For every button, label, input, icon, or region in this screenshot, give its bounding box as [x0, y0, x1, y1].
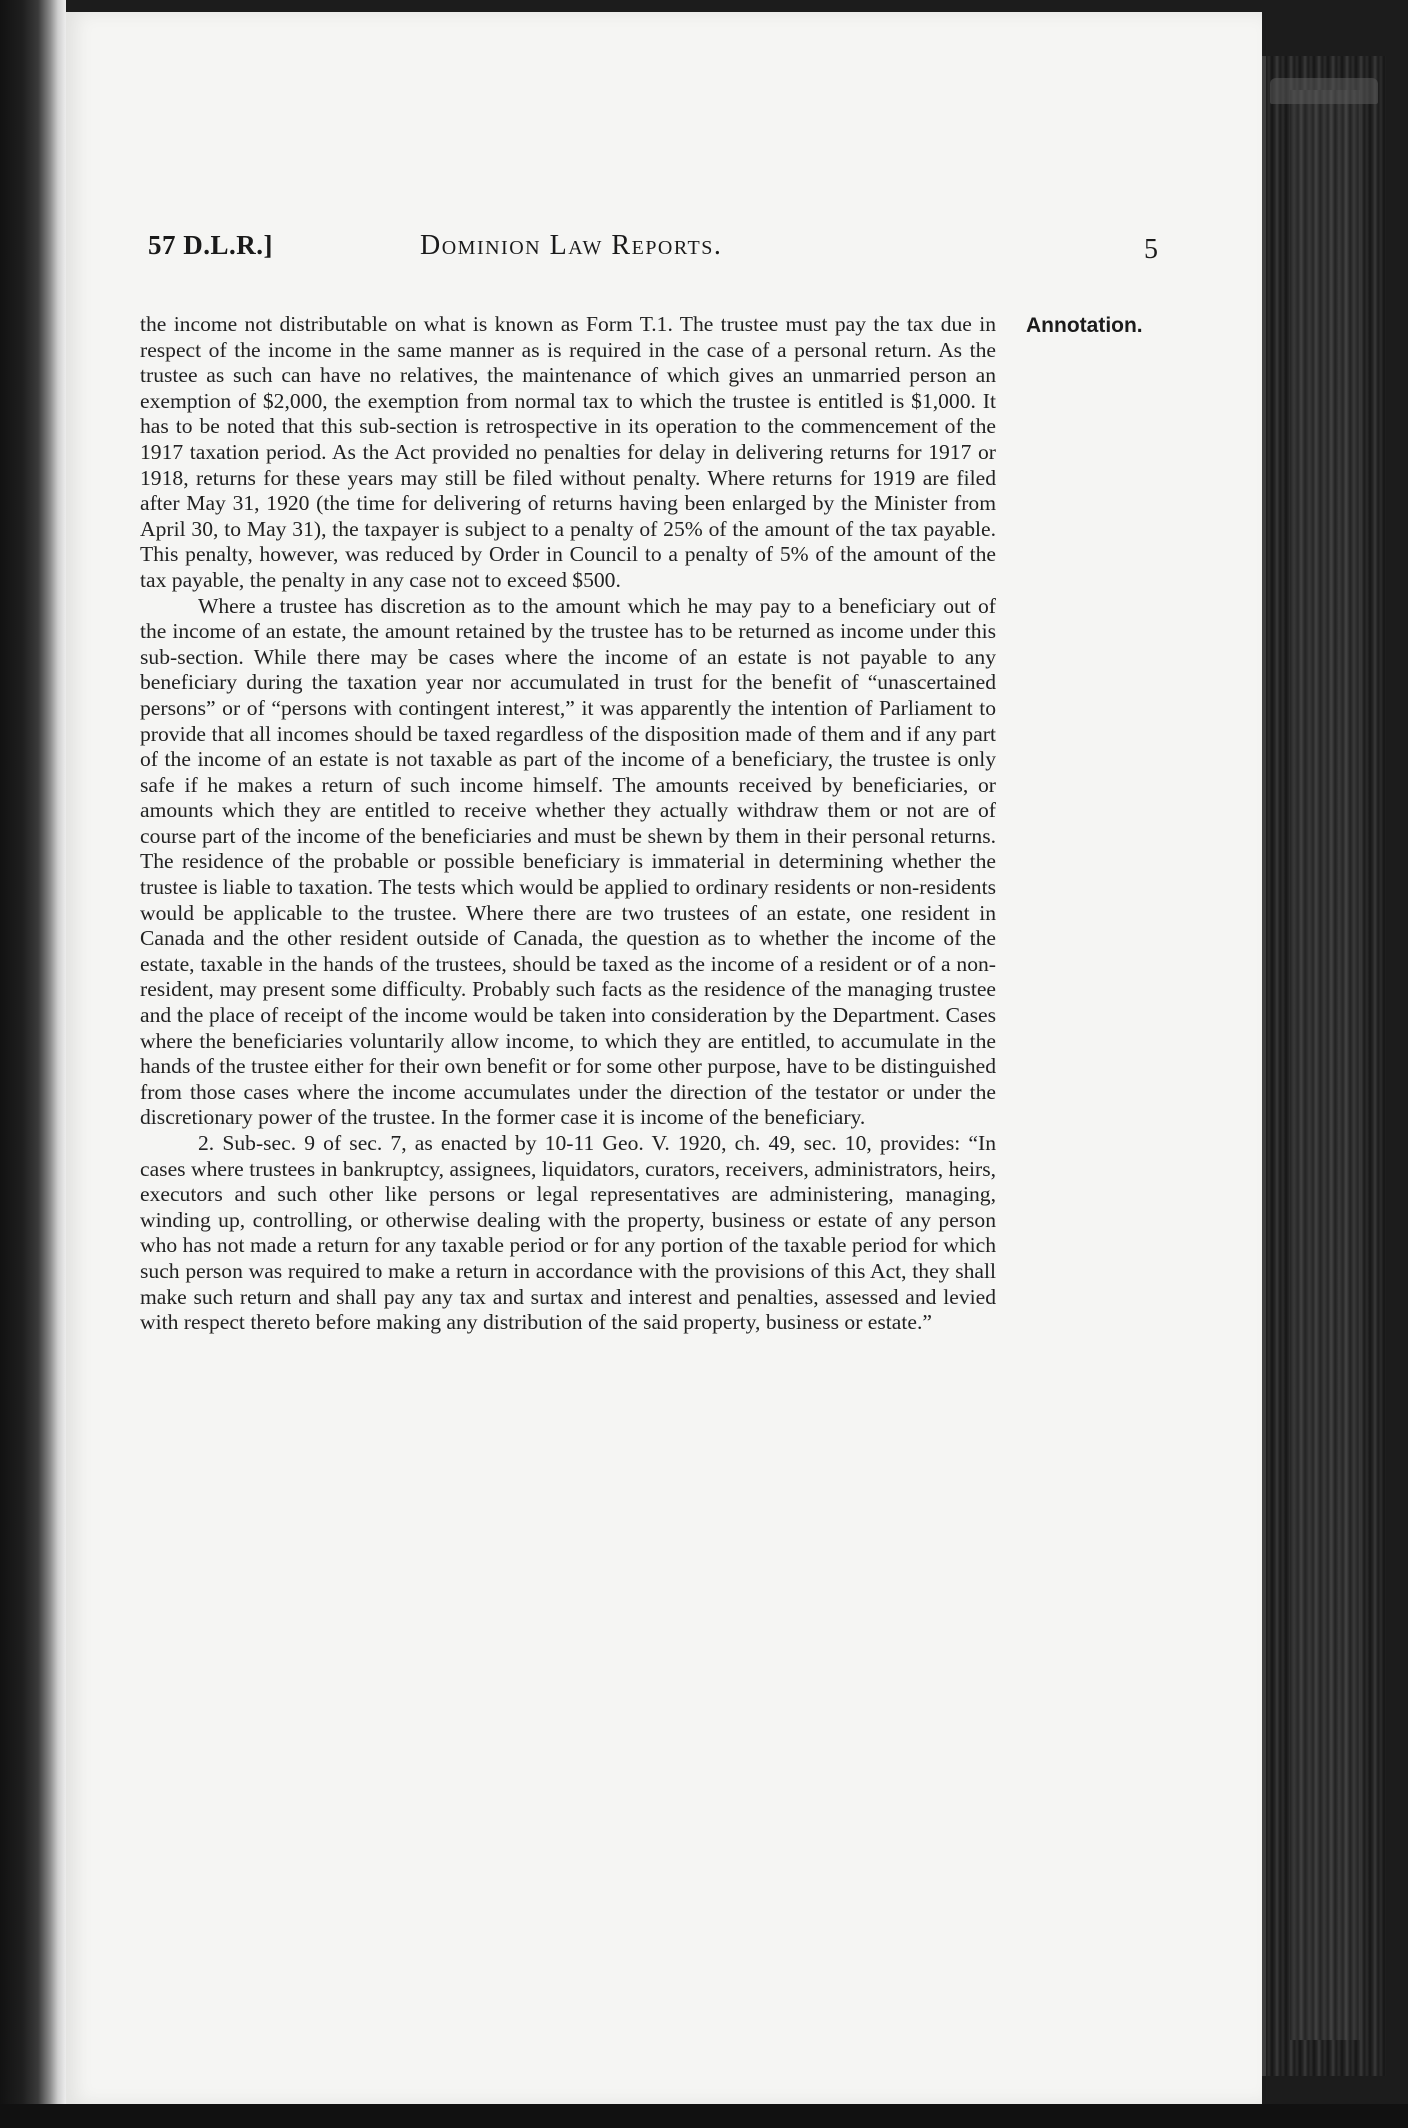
paragraph-2: Where a trustee has discretion as to the amount which he may pay to a beneficiary out of the income of an estate, the amount retained by the trustee has to be returned as income under this sub-section. While there may be cases where the income of an estate is not payable to any beneficiary during the taxation year nor accumulated in trust for the benefit of “unascertained persons” or of “persons with contingent interest,” it was apparently the intention of Parliament to provide that all incomes should be taxed regardless of the disposition made of them and if any part of the income of an estate is not taxable as part of the income of a beneficiary, the trustee is only safe if he makes a return of such income himself. The amounts received by beneficiaries, or amounts which they are entitled to receive whether they actually withdraw them or not are of course part of the income of the beneficiaries and must be shewn by them in their personal returns. The residence of the probable or possible beneficiary is immaterial in determining whether the trustee is liable to taxation. The tests which would be applied to ordinary residents or non-residents would be applicable to the trustee. Where there are two trustees of an estate, one resident in Canada and the other resident outside of Canada, the question as to whether the income of the estate, taxable in the hands of the trustees, should be taxed as the income of a resident or of a non-resident, may present some difficulty. Probably such facts as the residence of the managing trustee and the place of receipt of the income would be taken into consideration by the Department. Cases where the beneficiaries voluntarily allow income, to which they are entitled, to accumulate in the hands of the trustee either for their own benefit or for some other purpose, have to be distinguished from those cases where the income accumulates under the direction of the testator or under the discretionary power of the trustee. In the former case it is income of the beneficiary. — [140, 593, 996, 1130]
running-title: Dominion Law Reports. — [420, 230, 723, 261]
page-number: 5 — [1144, 234, 1158, 265]
paragraph-1: the income not distributable on what is known as Form T.1. The trustee must pay the tax due in respect of the income in the same manner as is required in the case of a personal return. As the trustee as such can have no relatives, the maintenance of which gives an unmarried person an exemption of $2,000, the exemption from normal tax to which the trustee is entitled is $1,000. It has to be noted that this sub-section is retrospective in its operation to the commencement of the 1917 taxation period. As the Act provided no penalties for delay in delivering returns for 1917 or 1918, returns for these years may still be filed without penalty. Where returns for 1919 are filed after May 31, 1920 (the time for delivering of returns having been enlarged by the Minister from April 30, to May 31), the taxpayer is subject to a penalty of 25% of the amount of the tax payable. This penalty, however, was reduced by Order in Council to a penalty of 5% of the amount of the tax payable, the penalty in any case not to exceed $500. — [140, 312, 996, 592]
volume-reference: 57 D.L.R.] — [148, 230, 273, 260]
spine-cap — [1270, 78, 1378, 104]
page-stack — [1290, 90, 1360, 2040]
left-page-edge — [0, 0, 66, 2128]
paragraph-3: 2. Sub-sec. 9 of sec. 7, as enacted by 10-11 Geo. V. 1920, ch. 49, sec. 10, provides: “In cases where trustees in bankruptcy, assignees, liquidators, curators, receivers, administrators, heirs, executors and such other like persons or legal representatives are administering, managing, winding up, controlling, or otherwise dealing with the property, business or estate of any person who has not made a return for any taxable period or for any portion of the taxable period for which such person was required to make a return in accordance with the provisions of this Act, they shall make such return and shall pay any tax and surtax and interest and penalties, assessed and levied with respect thereto before making any distribution of the said property, business or estate.” — [140, 1131, 996, 1335]
body-text — [140, 312, 996, 1336]
bottom-border — [0, 2104, 1408, 2128]
running-header — [148, 230, 1158, 270]
side-note-annotation: Annotation. — [1026, 314, 1143, 337]
